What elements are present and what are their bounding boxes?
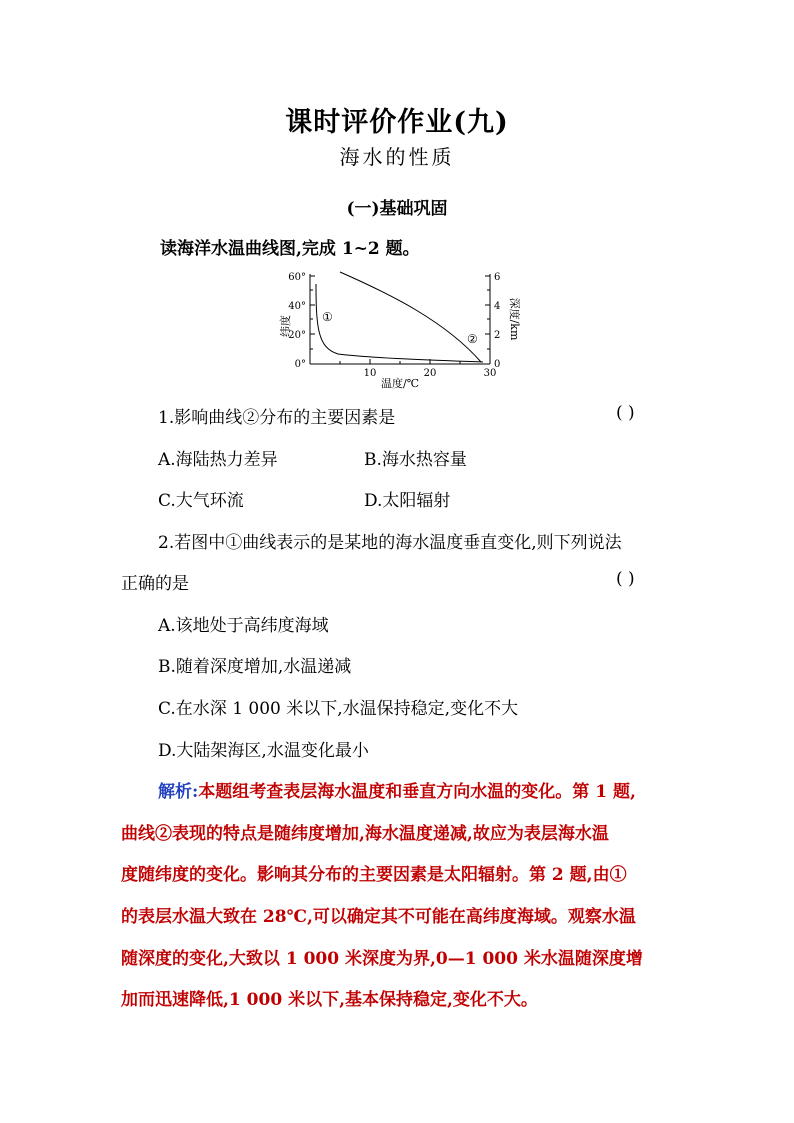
explanation-line1-text: 本题组考查表层海水温度和垂直方向水温的变化。第 1 题, — [198, 782, 636, 802]
curve-2-label: ② — [467, 332, 478, 346]
right-tick-4: 4 — [494, 301, 501, 312]
right-tick-2: 2 — [494, 330, 501, 341]
question-2-option-b: B.随着深度增加,水温递减 — [158, 657, 352, 677]
section-heading: (一)基础巩固 — [346, 199, 448, 219]
right-tick-6: 6 — [494, 272, 501, 283]
question-1-stem: 1.影响曲线②分布的主要因素是 — [158, 408, 396, 428]
explanation-label: 解析: — [158, 782, 199, 802]
question-1-option-d: D.太阳辐射 — [364, 491, 451, 511]
question-2-stem-line2: 正确的是 — [121, 574, 189, 594]
question-2-option-c: C.在水深 1 000 米以下,水温保持稳定,变化不大 — [158, 699, 519, 719]
left-axis-label: 纬度 — [279, 315, 292, 337]
question-1-answer-blank: ( ) — [616, 403, 635, 423]
ocean-temperature-figure — [260, 266, 520, 390]
explanation-line6: 加而迅速降低,1 000 米以下,基本保持稳定,变化不大。 — [121, 990, 538, 1010]
left-tick-40: 40° — [288, 301, 306, 312]
x-tick-20: 20 — [423, 368, 437, 379]
explanation-line5: 随深度的变化,大致以 1 000 米深度为界,0—1 000 米水温随深度增 — [121, 949, 643, 969]
right-axis-label: 深度/km — [508, 297, 520, 341]
x-tick-10: 10 — [363, 368, 377, 379]
curve-2 — [340, 272, 481, 362]
left-tick-0: 0° — [294, 359, 306, 370]
curve-1 — [316, 284, 483, 362]
x-tick-30: 30 — [483, 368, 497, 379]
page-title: 课时评价作业(九) — [285, 107, 509, 138]
explanation-line4: 的表层水温大致在 28℃,可以确定其不可能在高纬度海域。观察水温 — [121, 907, 636, 927]
left-tick-20: 20° — [288, 330, 306, 341]
page-subtitle: 海水的性质 — [339, 145, 455, 169]
x-axis-label: 温度/℃ — [380, 377, 420, 390]
left-tick-60: 60° — [288, 272, 306, 283]
question-1-option-b: B.海水热容量 — [364, 450, 467, 470]
right-tick-0: 0 — [494, 359, 501, 370]
explanation-line1 — [158, 777, 636, 802]
curve-1-label: ① — [322, 310, 333, 324]
question-2-answer-blank: ( ) — [616, 569, 635, 589]
question-2-option-d: D.大陆架海区,水温变化最小 — [158, 741, 369, 761]
explanation-line3: 度随纬度的变化。影响其分布的主要因素是太阳辐射。第 2 题,由① — [121, 865, 627, 885]
figure-svg — [260, 266, 520, 390]
question-2-option-a: A.该地处于高纬度海域 — [158, 616, 329, 636]
question-2-stem-line1: 2.若图中①曲线表示的是某地的海水温度垂直变化,则下列说法 — [158, 533, 622, 553]
question-1-option-c: C.大气环流 — [158, 491, 244, 511]
question-1-option-a: A.海陆热力差异 — [158, 450, 278, 470]
question-intro: 读海洋水温曲线图,完成 1~2 题。 — [160, 239, 420, 259]
explanation-line2: 曲线②表现的特点是随纬度增加,海水温度递减,故应为表层海水温 — [121, 824, 609, 844]
